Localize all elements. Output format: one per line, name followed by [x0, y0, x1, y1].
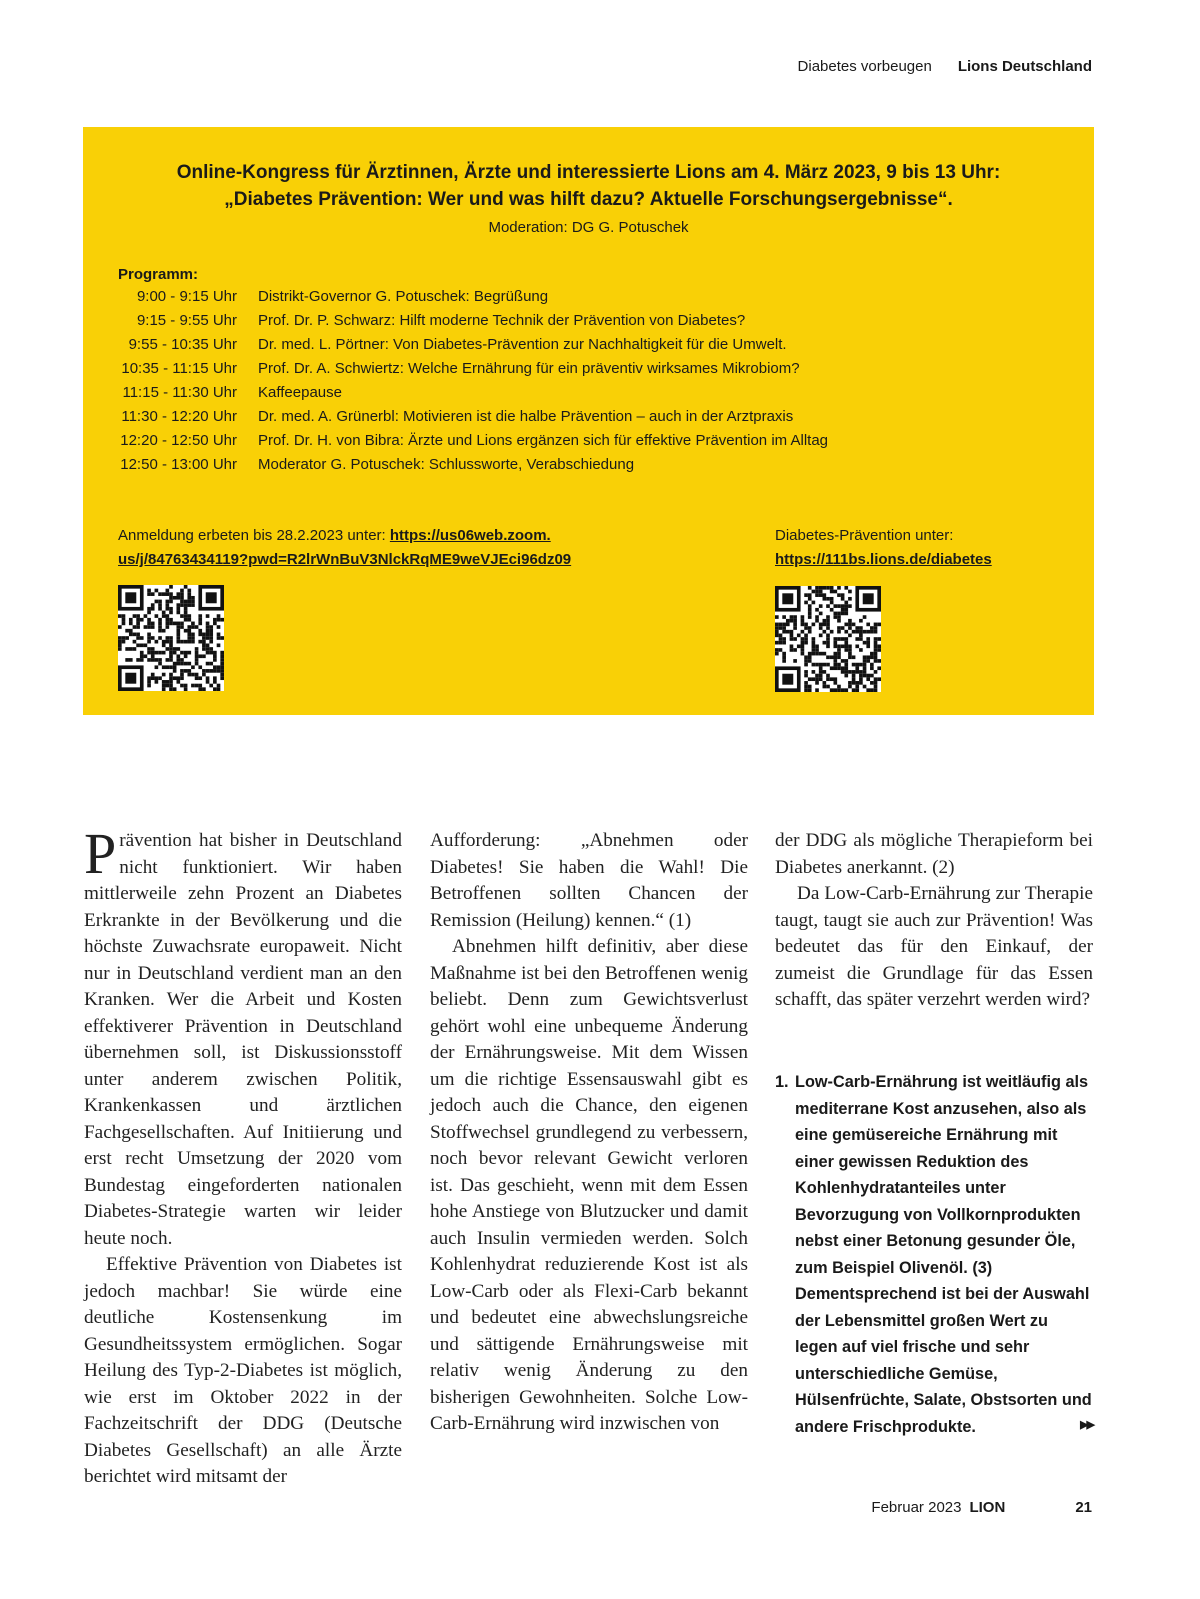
paragraph: der DDG als mögliche Therapieform bei Diabetes anerkannt. (2): [775, 830, 1093, 878]
program-time: 10:35 - 11:15 Uhr: [121, 360, 237, 377]
program-text: Distrikt-Governor G. Potuschek: Begrüßung: [258, 288, 549, 305]
issue-label: Februar 2023: [871, 1499, 962, 1516]
program-text: Dr. med. A. Grünerbl: Motivieren ist die halbe Prävention – auch in der Arztpraxis: [258, 408, 794, 425]
paragraph: Effektive Prävention von Diabetes ist jedoch machbar! Sie würde eine deutliche Kostensenkung im Gesundheitssystem ermöglichen. Sogar Heilung des Typ-2-Diabetes ist möglich, wie erst im Oktober 2022 in der Fachzeitschrift der DDG (Deutsche Diabetes Gesellschaft) an alle Ärzte berichtet wird mitsamt der: [84, 1254, 402, 1487]
program-row: [83, 432, 1094, 456]
program-time: 9:15 - 9:55 Uhr: [136, 312, 237, 329]
paragraph: Da Low-Carb-Ernährung zur Therapie taugt, taugt sie auch zur Prävention! Was bedeutet das für den Einkauf, der zumeist die Grundlage für das Essen schafft, das später verzehrt werden wird?: [775, 883, 1093, 1010]
program-time: 11:15 - 11:30 Uhr: [122, 384, 237, 401]
program-time: 12:20 - 12:50 Uhr: [120, 432, 237, 449]
program-time: 9:55 - 10:35 Uhr: [128, 336, 237, 353]
program-text: Prof. Dr. H. von Bibra: Ärzte und Lions ergänzen sich für effektive Prävention im Alltag: [258, 432, 829, 449]
congress-info-box: [83, 127, 1094, 715]
program-row: [83, 288, 1094, 312]
paragraph: rävention hat bisher in Deutschland nicht funktioniert. Wir haben mittlerweile zehn Prozent an Diabetes Erkrankte in der Bevölkerung und die höchste Zuwachsrate europaweit. Nicht nur in Deutschland verdient man an den Kranken. Wer die Arbeit und Kosten effektiverer Prävention in Deutschland übernehmen soll, ist Diskussionsstoff unter anderem zwischen Politik, Krankenkassen und ärztlichen Fachgesellschaften. Auf Initiierung und erst recht Umsetzung der 2020 vom Bundestag eingeforderten nationalen Diabetes-Strategie warten wir leider heute noch.: [84, 830, 402, 1249]
program-row: [83, 336, 1094, 360]
program-text: Prof. Dr. P. Schwarz: Hilft moderne Technik der Prävention von Diabetes?: [258, 312, 746, 329]
program-text: Prof. Dr. A. Schwiertz: Welche Ernährung für ein präventiv wirksames Mikrobiom?: [258, 360, 800, 377]
registration-info: [118, 524, 571, 572]
program-text: Moderator G. Potuschek: Schlussworte, Verabschiedung: [258, 456, 635, 473]
congress-title-line-2: „Diabetes Prävention: Wer und was hilft dazu? Aktuelle Forschungsergebnisse“.: [224, 189, 953, 210]
program-time: 12:50 - 13:00 Uhr: [120, 456, 237, 473]
list-text: Low-Carb-Ernährung ist weitläufig als mediterrane Kost anzusehen, also als eine gemüsereiche Ernährung mit einer gewissen Reduktion des Kohlenhydratanteiles unter Bevorzugung von Vollkornprodukten nebst einer Betonung gesunder Öle, zum Beispiel Olivenöl. (3) Dementsprechend ist bei der Auswahl der Lebensmittel großen Wert zu legen auf viel frische und sehr unterschiedliche Gemüse, Hülsenfrüchte, Salate, Obstsorten und andere Frischprodukte.: [795, 1073, 1092, 1436]
paragraph: Aufforderung: „Abnehmen oder Diabetes! Sie haben die Wahl! Die Betroffenen sollten Chancen der Remission (Heilung) kennen.“ (1): [430, 830, 748, 931]
list-number: 1.: [775, 1073, 789, 1091]
prevention-text: Diabetes-Prävention unter:: [775, 527, 954, 544]
continue-arrow-icon: ▶▶: [1080, 1418, 1093, 1431]
brand-label: Lions Deutschland: [957, 58, 1092, 75]
paragraph: Abnehmen hilft definitiv, aber diese Maßnahme ist bei den Betroffenen wenig beliebt. Denn zum Gewichtsverlust gehört wohl eine unbequeme Änderung der Ernährungsweise. Mit dem Wissen um die richtige Essensauswahl gibt es jedoch auch die Chance, den eigenen Stoffwechsel grundlegend zu verbessern, noch bevor relevant Gewicht verloren ist. Das geschieht, wenn mit dem Essen hohe Anstiege von Blutzucker und damit auch Insulin vermieden werden. Solch Kohlenhydrat reduzierende Kost ist als Low-Carb oder als Flexi-Carb bekannt und bedeutet eine abwechslungsreiche und sättigende Ernährungsweise mit relativ wenig Änderung zu den bisherigen Gewohnheiten. Solche Low-Carb-Ernährung wird inzwischen von: [430, 936, 748, 1434]
congress-title-line-1: Online-Kongress für Ärztinnen, Ärzte und interessierte Lions am 4. März 2023, 9 bis 13 Uhr:: [176, 162, 1001, 183]
page-header: [798, 58, 1092, 75]
program-text: Kaffeepause: [258, 384, 342, 401]
drop-cap: P: [84, 821, 117, 886]
program-row: [83, 408, 1094, 432]
qr-code-icon[interactable]: [775, 586, 881, 692]
magazine-brand: LION: [969, 1499, 1006, 1516]
page-number: 21: [1075, 1499, 1092, 1516]
moderation-line: Moderation: DG G. Potuschek: [488, 219, 689, 236]
qr-code-icon[interactable]: [118, 585, 224, 691]
page-footer: [871, 1499, 1092, 1516]
section-label: Diabetes vorbeugen: [797, 58, 932, 75]
registration-link[interactable]: https://us06web.zoom. us/j/84763434119?pwd=R2lrWnBuV3NlckRqME9weVJEci96dz09: [118, 527, 572, 568]
program-text: Dr. med. L. Pörtner: Von Diabetes-Prävention zur Nachhaltigkeit für die Umwelt.: [258, 336, 787, 353]
article-column-1: [84, 821, 402, 1491]
prevention-info: [775, 524, 992, 572]
program-label: Programm:: [118, 266, 199, 283]
program-row: [83, 456, 1094, 480]
program-time: 9:00 - 9:15 Uhr: [136, 288, 237, 305]
registration-text: Anmeldung erbeten bis 28.2.2023 unter:: [118, 527, 390, 544]
prevention-link[interactable]: https://111bs.lions.de/diabetes: [775, 551, 992, 568]
tip-list-item: [775, 1069, 1093, 1440]
article-column-3: [775, 828, 1093, 1014]
program-row: [83, 360, 1094, 384]
article-column-2: [430, 828, 748, 1438]
program-row: [83, 384, 1094, 408]
program-time: 11:30 - 12:20 Uhr: [121, 408, 237, 425]
program-row: [83, 312, 1094, 336]
